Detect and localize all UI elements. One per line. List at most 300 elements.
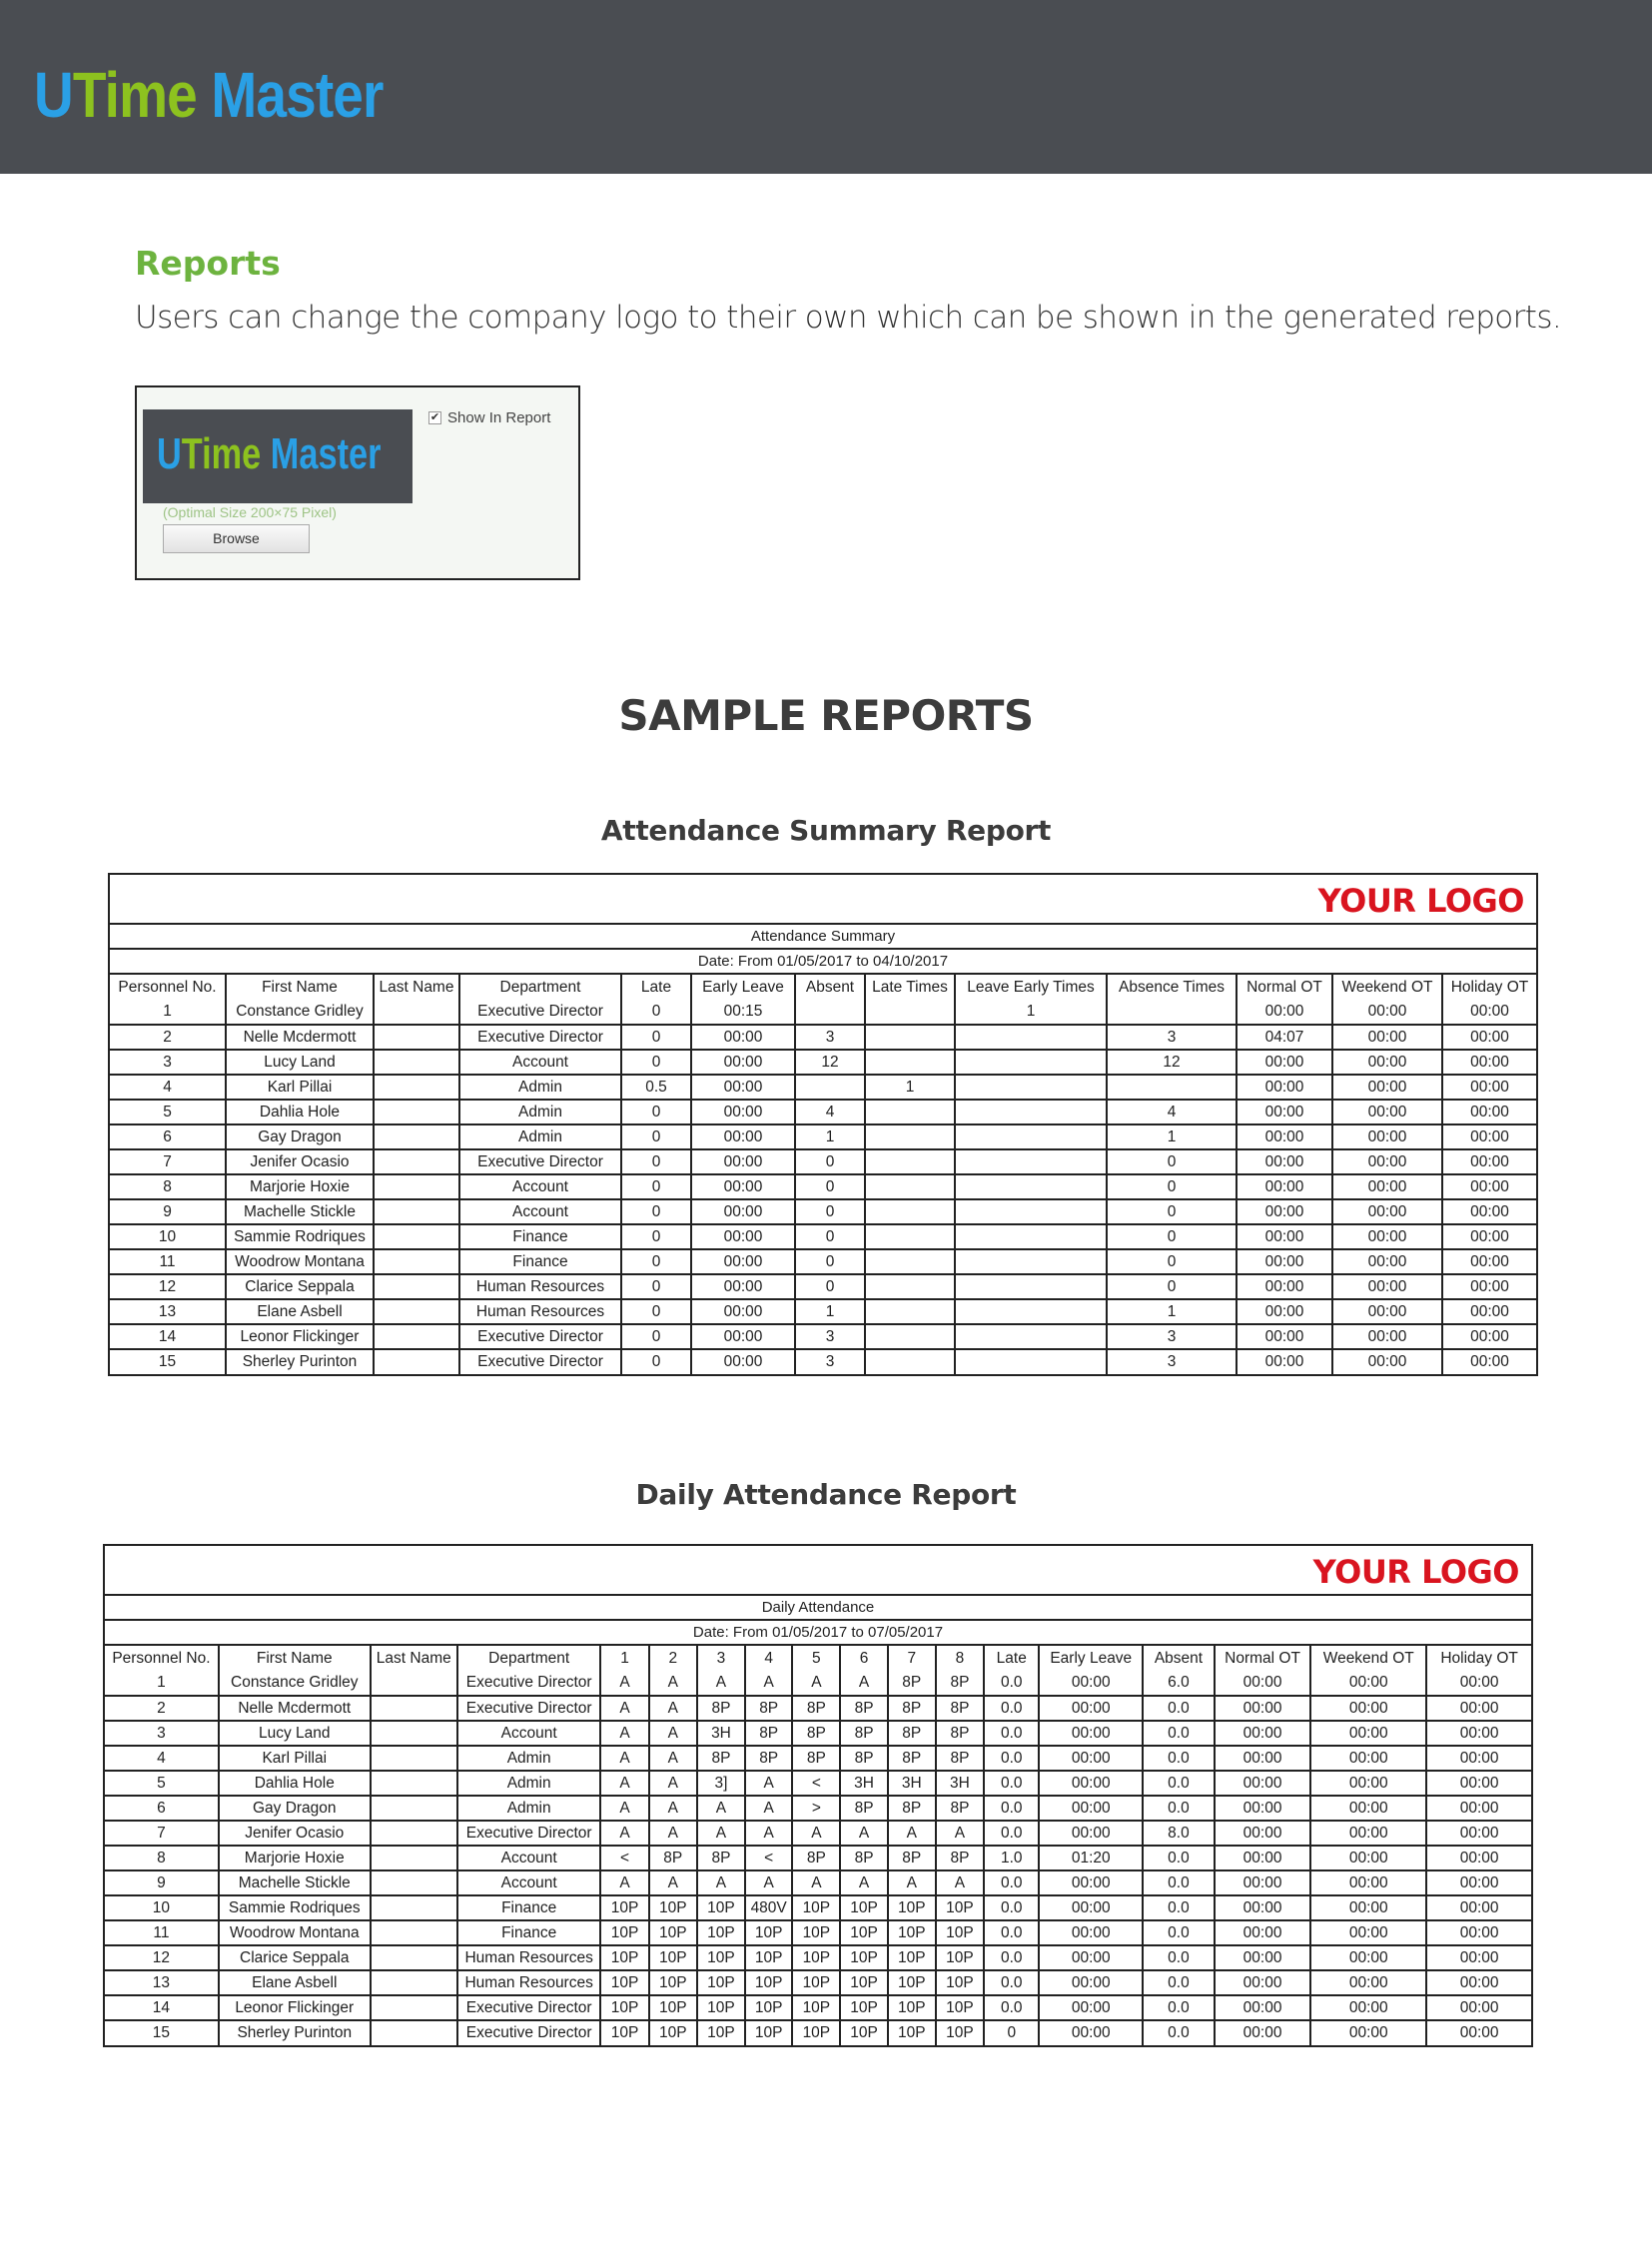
table-cell: Admin	[459, 1100, 621, 1124]
column-header: Personnel No.	[105, 1646, 219, 1671]
table-cell: 480V	[745, 1895, 792, 1920]
table-cell: 10P	[697, 1920, 745, 1945]
table-cell: 00:00	[1332, 1124, 1442, 1149]
table-cell	[371, 1945, 457, 1970]
column-header: 6	[840, 1646, 887, 1671]
table-cell: 0.0	[1143, 1696, 1215, 1721]
table-cell: 10P	[840, 1945, 887, 1970]
table-cell: 8P	[792, 1846, 840, 1870]
table-cell: 00:00	[1426, 1821, 1531, 1846]
table-row	[110, 1025, 1536, 1050]
table-row	[110, 1224, 1536, 1249]
table-cell: 1.0	[984, 1846, 1039, 1870]
table-cell: A	[745, 1821, 792, 1846]
table-cell: 0.0	[1143, 1721, 1215, 1746]
table-cell: 00:00	[1442, 1124, 1536, 1149]
column-header: Weekend OT	[1310, 1646, 1426, 1671]
table-cell: 00:00	[1332, 1174, 1442, 1199]
table-cell: Human Resources	[457, 1945, 601, 1970]
table-cell: 8P	[888, 1696, 936, 1721]
table-cell: 00:00	[1442, 1000, 1536, 1025]
table-cell: A	[600, 1721, 648, 1746]
table-cell: 1	[105, 1671, 219, 1696]
table-cell: <	[745, 1846, 792, 1870]
table-cell: A	[745, 1671, 792, 1696]
table-cell: 6.0	[1143, 1671, 1215, 1696]
table-cell	[371, 1771, 457, 1796]
table-cell: 0	[621, 1000, 691, 1025]
table-cell: 10P	[600, 1995, 648, 2020]
column-header: 1	[600, 1646, 648, 1671]
report-title: Daily Attendance	[105, 1596, 1531, 1621]
table-cell: 0	[984, 2020, 1039, 2045]
table-cell: Sammie Rodriques	[226, 1224, 374, 1249]
table-cell: 8P	[745, 1746, 792, 1771]
column-header: 3	[697, 1646, 745, 1671]
table-cell: 8P	[649, 1846, 697, 1870]
daily-table	[105, 1646, 1531, 2045]
table-cell: Jenifer Ocasio	[219, 1821, 371, 1846]
company-logo-preview	[143, 409, 413, 503]
table-cell	[865, 1124, 955, 1149]
table-cell	[865, 1025, 955, 1050]
table-cell: 0	[621, 1299, 691, 1324]
table-cell	[955, 1100, 1107, 1124]
table-row	[110, 1274, 1536, 1299]
table-cell: 0	[795, 1199, 865, 1224]
table-cell: 00:00	[1215, 1746, 1310, 1771]
table-cell: 0.0	[984, 1821, 1039, 1846]
table-cell: Account	[459, 1050, 621, 1075]
table-cell: 00:00	[1215, 1870, 1310, 1895]
table-cell: 0	[621, 1199, 691, 1224]
table-cell: Human Resources	[457, 1970, 601, 1995]
table-cell: 8.0	[1143, 1821, 1215, 1846]
table-cell: 00:00	[1039, 1771, 1143, 1796]
table-cell: 00:00	[1215, 1671, 1310, 1696]
table-cell	[374, 1075, 459, 1100]
table-cell: 00:00	[1442, 1224, 1536, 1249]
table-cell: Marjorie Hoxie	[219, 1846, 371, 1870]
table-cell: A	[649, 1746, 697, 1771]
table-cell: 0.0	[1143, 1970, 1215, 1995]
report-logo-row	[110, 875, 1536, 925]
optimal-size-hint: (Optimal Size 200×75 Pixel)	[163, 504, 337, 520]
column-header: First Name	[226, 975, 374, 1000]
table-row	[110, 1349, 1536, 1374]
table-cell: 00:00	[1237, 1349, 1332, 1374]
table-cell: 10P	[936, 1970, 984, 1995]
table-cell: 0.0	[984, 1721, 1039, 1746]
table-row	[105, 1870, 1531, 1895]
table-cell	[371, 1721, 457, 1746]
table-cell: Sherley Purinton	[219, 2020, 371, 2045]
table-cell: Admin	[457, 1771, 601, 1796]
table-cell: Finance	[457, 1920, 601, 1945]
table-cell: 00:00	[1332, 1050, 1442, 1075]
table-cell: A	[745, 1870, 792, 1895]
table-cell: 00:00	[1237, 1249, 1332, 1274]
table-cell: 00:00	[1310, 1945, 1426, 1970]
section-title: Reports	[135, 244, 281, 283]
table-cell: 10P	[792, 1970, 840, 1995]
table-cell: 0.0	[1143, 1771, 1215, 1796]
table-cell: 0.0	[1143, 1995, 1215, 2020]
table-cell: 10P	[936, 1920, 984, 1945]
table-cell: 0	[621, 1349, 691, 1374]
table-cell	[865, 1324, 955, 1349]
table-cell: Finance	[459, 1249, 621, 1274]
table-cell	[371, 2020, 457, 2045]
table-cell: A	[936, 1821, 984, 1846]
column-header: Late	[621, 975, 691, 1000]
table-cell: 00:00	[691, 1224, 795, 1249]
table-cell: 00:00	[1215, 1771, 1310, 1796]
table-cell: 0	[621, 1224, 691, 1249]
table-cell	[371, 1746, 457, 1771]
table-cell: Human Resources	[459, 1274, 621, 1299]
table-cell: 14	[105, 1995, 219, 2020]
table-cell: 00:00	[1442, 1199, 1536, 1224]
table-cell: Karl Pillai	[219, 1746, 371, 1771]
table-cell	[374, 1100, 459, 1124]
table-cell	[795, 1075, 865, 1100]
table-cell	[865, 1149, 955, 1174]
table-row	[110, 1174, 1536, 1199]
table-cell: 0.0	[984, 1995, 1039, 2020]
table-cell	[374, 1299, 459, 1324]
table-cell: Woodrow Montana	[219, 1920, 371, 1945]
table-cell: Dahlia Hole	[219, 1771, 371, 1796]
table-cell: Lucy Land	[226, 1050, 374, 1075]
table-cell: 10P	[888, 1920, 936, 1945]
report-date-range: Date: From 01/05/2017 to 04/10/2017	[110, 950, 1536, 975]
table-cell	[374, 1025, 459, 1050]
table-cell: A	[600, 1746, 648, 1771]
table-cell: 3H	[888, 1771, 936, 1796]
table-cell: 10P	[936, 1895, 984, 1920]
table-cell	[865, 1224, 955, 1249]
table-cell: A	[600, 1771, 648, 1796]
table-cell: 0.0	[1143, 1895, 1215, 1920]
table-cell: 10P	[792, 1895, 840, 1920]
table-cell: Admin	[459, 1075, 621, 1100]
table-cell: Elane Asbell	[226, 1299, 374, 1324]
your-logo-placeholder: YOUR LOGO	[1312, 1553, 1519, 1591]
table-cell: 10P	[649, 1945, 697, 1970]
table-cell: 00:00	[1237, 1174, 1332, 1199]
column-header: 4	[745, 1646, 792, 1671]
logo-settings-panel	[135, 385, 580, 580]
table-cell: 00:00	[1310, 1970, 1426, 1995]
table-cell: 10P	[649, 1895, 697, 1920]
table-cell: 0.5	[621, 1075, 691, 1100]
table-cell: Finance	[457, 1895, 601, 1920]
column-header: Holiday OT	[1442, 975, 1536, 1000]
table-cell: 00:00	[1426, 1995, 1531, 2020]
table-cell: 1	[955, 1000, 1107, 1025]
table-cell: 0.0	[1143, 1870, 1215, 1895]
table-cell: 00:00	[1332, 1100, 1442, 1124]
attendance-summary-report	[108, 873, 1538, 1376]
table-cell	[865, 1050, 955, 1075]
logo-preview-text: UTime Master	[157, 429, 382, 478]
table-cell: A	[600, 1671, 648, 1696]
table-cell: Marjorie Hoxie	[226, 1174, 374, 1199]
table-cell: 6	[110, 1124, 226, 1149]
table-cell	[374, 1224, 459, 1249]
table-cell	[374, 1199, 459, 1224]
table-row	[110, 1324, 1536, 1349]
table-cell: 0	[621, 1324, 691, 1349]
column-header: First Name	[219, 1646, 371, 1671]
table-cell	[374, 1149, 459, 1174]
table-cell: A	[649, 1796, 697, 1821]
table-cell: 8P	[840, 1696, 887, 1721]
table-cell	[374, 1249, 459, 1274]
table-row	[105, 1696, 1531, 1721]
table-cell: 10P	[888, 1995, 936, 2020]
table-cell: 8P	[888, 1746, 936, 1771]
table-cell: 4	[795, 1100, 865, 1124]
table-cell: 00:00	[1310, 1870, 1426, 1895]
table-cell: 0	[795, 1274, 865, 1299]
table-cell: 00:00	[1039, 1796, 1143, 1821]
table-cell: 8P	[888, 1721, 936, 1746]
table-cell	[374, 1349, 459, 1374]
table-cell: 8P	[697, 1846, 745, 1870]
table-cell: 00:00	[1215, 1846, 1310, 1870]
table-cell: 8P	[697, 1746, 745, 1771]
table-cell: A	[649, 1771, 697, 1796]
table-cell	[955, 1349, 1107, 1374]
table-cell: 00:00	[1426, 1920, 1531, 1945]
table-cell: 04:07	[1237, 1025, 1332, 1050]
table-cell: 0.0	[984, 1771, 1039, 1796]
table-cell: 00:00	[1039, 1696, 1143, 1721]
browse-button[interactable]: Browse	[163, 524, 310, 553]
table-cell	[955, 1224, 1107, 1249]
table-cell: Clarice Seppala	[226, 1274, 374, 1299]
table-cell: 00:00	[1426, 1970, 1531, 1995]
table-cell: 00:00	[1332, 1075, 1442, 1100]
table-cell: 1	[795, 1299, 865, 1324]
table-cell: 00:00	[1442, 1149, 1536, 1174]
table-cell	[374, 1000, 459, 1025]
column-header: 2	[649, 1646, 697, 1671]
table-cell: 00:00	[1039, 1895, 1143, 1920]
table-cell: 00:00	[1215, 1721, 1310, 1746]
table-cell: 00:00	[1310, 1796, 1426, 1821]
report-title: Attendance Summary	[110, 925, 1536, 950]
table-cell	[955, 1249, 1107, 1274]
table-cell: Elane Asbell	[219, 1970, 371, 1995]
table-row	[105, 1721, 1531, 1746]
table-cell: Executive Director	[459, 1025, 621, 1050]
column-header: Holiday OT	[1426, 1646, 1531, 1671]
table-cell: 8P	[745, 1721, 792, 1746]
table-cell: 00:00	[1215, 1970, 1310, 1995]
table-cell: 00:00	[1310, 1721, 1426, 1746]
table-cell: 0.0	[984, 1945, 1039, 1970]
table-cell: 00:00	[1332, 1149, 1442, 1174]
table-cell: 0.0	[984, 1895, 1039, 1920]
table-cell: 10P	[840, 1895, 887, 1920]
table-cell: Executive Director	[459, 1349, 621, 1374]
table-row	[110, 1249, 1536, 1274]
table-cell: A	[792, 1821, 840, 1846]
table-cell: 10P	[697, 1970, 745, 1995]
table-header-row	[110, 975, 1536, 1000]
table-cell: 9	[110, 1199, 226, 1224]
table-cell: 00:00	[1426, 2020, 1531, 2045]
table-cell	[865, 1349, 955, 1374]
table-cell: 12	[105, 1945, 219, 1970]
table-cell: 3	[1107, 1025, 1237, 1050]
table-cell: 10P	[745, 1920, 792, 1945]
summary-report-heading: Attendance Summary Report	[600, 814, 1052, 847]
table-cell: 7	[110, 1149, 226, 1174]
table-cell: Machelle Stickle	[226, 1199, 374, 1224]
table-cell: 00:00	[1039, 1995, 1143, 2020]
table-cell: 3]	[697, 1771, 745, 1796]
table-cell: 00:00	[1426, 1895, 1531, 1920]
table-cell: 0.0	[984, 1796, 1039, 1821]
table-cell	[371, 1846, 457, 1870]
table-cell: 10P	[792, 2020, 840, 2045]
show-in-report-checkbox[interactable]: ✔	[429, 411, 440, 423]
table-cell	[795, 1000, 865, 1025]
column-header: 7	[888, 1646, 936, 1671]
table-cell: 00:00	[1215, 1920, 1310, 1945]
table-cell: 00:00	[1310, 1920, 1426, 1945]
column-header: Weekend OT	[1332, 975, 1442, 1000]
table-cell: 0.0	[1143, 1920, 1215, 1945]
table-cell: 00:00	[1442, 1075, 1536, 1100]
table-cell: 00:00	[1442, 1025, 1536, 1050]
table-cell: A	[792, 1870, 840, 1895]
table-cell: 1	[1107, 1124, 1237, 1149]
table-cell: Constance Gridley	[226, 1000, 374, 1025]
table-cell: Admin	[457, 1746, 601, 1771]
table-cell: 4	[105, 1746, 219, 1771]
table-cell	[955, 1025, 1107, 1050]
table-cell: 5	[110, 1100, 226, 1124]
brand-logo-master: Master	[196, 59, 384, 131]
table-cell: 00:00	[1426, 1771, 1531, 1796]
table-cell: Sammie Rodriques	[219, 1895, 371, 1920]
table-cell	[371, 1970, 457, 1995]
table-cell: A	[600, 1796, 648, 1821]
table-cell: Account	[459, 1199, 621, 1224]
table-cell: A	[888, 1870, 936, 1895]
table-cell: 3	[105, 1721, 219, 1746]
table-cell: 10P	[649, 2020, 697, 2045]
show-in-report-toggle[interactable]	[428, 409, 550, 426]
table-cell: 3H	[840, 1771, 887, 1796]
table-cell: 00:00	[691, 1249, 795, 1274]
table-cell	[374, 1124, 459, 1149]
table-cell: A	[600, 1870, 648, 1895]
table-cell: 00:00	[1237, 1299, 1332, 1324]
table-cell: 00:00	[1426, 1671, 1531, 1696]
table-cell: 10P	[888, 1895, 936, 1920]
table-cell	[371, 1821, 457, 1846]
table-cell: 0	[621, 1274, 691, 1299]
table-cell: 00:00	[1039, 1821, 1143, 1846]
table-cell: A	[600, 1821, 648, 1846]
table-cell: 7	[105, 1821, 219, 1846]
daily-report-heading: Daily Attendance Report	[635, 1478, 1017, 1511]
table-cell: 00:00	[691, 1149, 795, 1174]
column-header: Early Leave	[1039, 1646, 1143, 1671]
table-cell: 3	[110, 1050, 226, 1075]
table-cell: 00:00	[1426, 1846, 1531, 1870]
table-cell: 00:00	[1237, 1274, 1332, 1299]
table-cell: 0	[795, 1174, 865, 1199]
table-cell: 0	[621, 1100, 691, 1124]
table-cell: 00:00	[1442, 1100, 1536, 1124]
table-cell: 3	[795, 1025, 865, 1050]
table-cell: Sherley Purinton	[226, 1349, 374, 1374]
table-cell: 8	[110, 1174, 226, 1199]
table-cell: 8P	[936, 1846, 984, 1870]
table-row	[110, 1100, 1536, 1124]
table-cell: 12	[1107, 1050, 1237, 1075]
table-cell: 00:00	[1237, 1075, 1332, 1100]
table-cell: 10P	[888, 2020, 936, 2045]
column-header: Last Name	[371, 1646, 457, 1671]
table-cell: 00:00	[1310, 1671, 1426, 1696]
table-cell: 10	[110, 1224, 226, 1249]
table-cell: 00:00	[1332, 1299, 1442, 1324]
table-cell: 00:00	[1426, 1945, 1531, 1970]
table-cell: 00:00	[1442, 1249, 1536, 1274]
table-cell: 8P	[936, 1696, 984, 1721]
column-header: Personnel No.	[110, 975, 226, 1000]
table-cell: 00:00	[691, 1174, 795, 1199]
table-cell	[955, 1149, 1107, 1174]
your-logo-placeholder: YOUR LOGO	[1317, 882, 1524, 920]
table-cell: 00:00	[1332, 1025, 1442, 1050]
table-row	[105, 1895, 1531, 1920]
table-cell: 10P	[745, 1970, 792, 1995]
table-cell: 10P	[840, 1970, 887, 1995]
report-date-range: Date: From 01/05/2017 to 07/05/2017	[105, 1621, 1531, 1646]
table-row	[105, 1821, 1531, 1846]
report-logo-row	[105, 1546, 1531, 1596]
table-cell: 00:00	[1215, 1995, 1310, 2020]
table-cell: >	[792, 1796, 840, 1821]
table-cell	[1107, 1000, 1237, 1025]
table-cell: 10P	[600, 1970, 648, 1995]
table-cell: Nelle Mcdermott	[226, 1025, 374, 1050]
table-cell: Account	[459, 1174, 621, 1199]
table-cell: 00:00	[1310, 1895, 1426, 1920]
table-cell: A	[697, 1671, 745, 1696]
table-cell: 00:00	[1215, 1796, 1310, 1821]
table-cell: 10P	[936, 1945, 984, 1970]
table-row	[105, 1796, 1531, 1821]
table-cell: 5	[105, 1771, 219, 1796]
table-cell: 8P	[792, 1696, 840, 1721]
table-cell: 8	[105, 1846, 219, 1870]
table-cell: A	[697, 1870, 745, 1895]
table-cell: 8P	[792, 1746, 840, 1771]
table-cell	[374, 1050, 459, 1075]
table-cell: 15	[110, 1349, 226, 1374]
table-cell: 8P	[936, 1671, 984, 1696]
